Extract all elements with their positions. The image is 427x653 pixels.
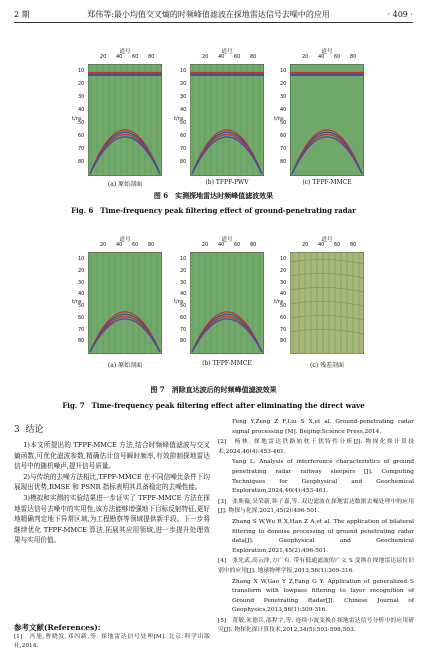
y-tick-label: 40: [78, 291, 85, 298]
y-tick-label: 70: [180, 146, 187, 152]
y-tick-label: 70: [280, 326, 287, 333]
y-tick-label: 70: [280, 146, 287, 152]
radargram-panel: [190, 64, 264, 176]
x-tick-label: 60: [132, 242, 139, 248]
y-tick-label: 30: [280, 94, 287, 100]
reference-item: [1] 冯旭,曹晓发,邓四新,等. 探地雷达信号处理[M]. 北京:科学出版社,2014.: [14, 634, 210, 649]
trace-axis-title: 道号: [321, 49, 333, 55]
x-tick-label: 20: [100, 242, 107, 248]
running-header: [14, 6, 413, 23]
x-tick-label: 80: [250, 242, 257, 248]
reference-item: Feng Y,Zeng Z F,Liu S X,et al. Ground-penetrating radar signal processing [M]. Beijing:Science Press,2014.: [232, 419, 414, 435]
y-axis-label: t/ns: [72, 116, 82, 122]
x-tick-label: 60: [234, 54, 241, 60]
y-axis-label: t/ns: [72, 299, 82, 305]
x-tick-label: 80: [250, 54, 257, 60]
x-tick-label: 40: [318, 54, 325, 60]
section-title: 结论: [25, 425, 44, 435]
y-tick-label: 60: [280, 133, 287, 139]
x-tick-label: 60: [234, 242, 241, 248]
conclusion-text: [14, 440, 210, 546]
x-tick-label: 40: [318, 242, 325, 248]
running-title: 郑伟等:最小均值交叉熵的时频峰值滤波在探地雷达信号去噪中的应用: [87, 9, 330, 19]
y-tick-label: 70: [180, 326, 187, 333]
x-tick-label: 40: [218, 54, 225, 60]
trace-axis-title: 道号: [119, 49, 131, 55]
y-tick-label: 20: [280, 267, 287, 274]
fig7-caption-cn: 图 7 消除直达波后的时频峰值滤波效果: [150, 385, 277, 394]
y-tick-label: 30: [78, 279, 85, 286]
radargram-panel: [88, 252, 162, 354]
reference-item: Zhang X W,Gao Y Z,Fang G Y. Application of generalized S transform with lowpass filtering to layer recognition of Ground Penetrating Radar[J]. Chinese Journal of Geophysics,2013,56(1):309-316.: [232, 578, 414, 614]
y-tick-label: 80: [280, 159, 287, 165]
x-tick-label: 20: [302, 242, 309, 248]
y-tick-label: 20: [180, 267, 187, 274]
reference-item: Yang L. Analysis of interference characteristics of ground penetrating radar railway sleepers [J]. Computing Techniques for Geophysical and Geochemical Exploration,2024,46(4):453-461.: [232, 459, 414, 495]
subfigure-caption: (a) 原始剖面: [107, 362, 143, 369]
section-number: 3: [14, 425, 20, 435]
conclusion-p2: 2)与传统的去噪方法相比,TFPF-MMCE 在不同信噪比条件下均展现出优势,RMSE 和 PSNR 指标表明其具备稳定的去噪性能。: [14, 472, 210, 492]
x-tick-label: 60: [132, 54, 139, 60]
trace-axis-title: 道号: [119, 237, 131, 243]
x-tick-label: 40: [218, 242, 225, 248]
fig7-caption-en: Fig. 7 Time-frequency peak filtering effect after eliminating the direct wave: [62, 401, 365, 410]
y-tick-label: 40: [280, 291, 287, 298]
page-number: · 409 ·: [387, 9, 413, 19]
issue-number: 2 期: [14, 9, 30, 19]
references-heading: 参考文献(References):: [14, 623, 101, 632]
radargram-panel: [290, 64, 364, 176]
y-tick-label: 10: [180, 256, 187, 262]
x-tick-label: 40: [116, 242, 123, 248]
x-tick-label: 80: [148, 242, 155, 248]
y-tick-label: 30: [280, 279, 287, 286]
y-tick-label: 60: [180, 133, 187, 139]
reference-item: [5] 黄敏,朱德兵,邵程宇,等. 连续小波变换在探地雷达信号分析中的应用研究[J]. 物探化探计算技术,2012,34(5):593-598,503.: [218, 617, 414, 634]
y-tick-label: 50: [78, 303, 85, 309]
subfigure-caption: (c) TFPF-MMCE: [302, 179, 352, 186]
y-tick-label: 20: [78, 267, 85, 274]
reference-item: [4] 张先武,高云泽,方广有. 带有低通滤波的广义 S 变换在探地雷达层位识别中的应用[J]. 地球物理学报,2013,56(1):309-316.: [218, 558, 414, 574]
y-tick-label: 10: [180, 68, 187, 74]
y-tick-label: 10: [78, 256, 85, 262]
x-tick-label: 80: [350, 242, 357, 248]
y-tick-label: 30: [180, 94, 187, 100]
y-tick-label: 80: [180, 159, 187, 165]
trace-axis-title: 道号: [221, 237, 233, 243]
trace-axis-title: 道号: [321, 237, 333, 243]
fig6-caption-cn: 图 6 实测探地雷达时频峰值滤波效果: [153, 191, 274, 200]
y-tick-label: 80: [180, 338, 187, 345]
y-tick-label: 60: [78, 314, 85, 321]
y-tick-label: 50: [280, 303, 287, 309]
x-tick-label: 60: [334, 54, 341, 60]
y-tick-label: 40: [180, 291, 187, 298]
section-heading: [14, 422, 43, 435]
reference-item: [2] 杨林. 探地雷达铁路轨枕干扰特性分析[J]. 物探化探计算技术,2024,46(4):453-461.: [218, 439, 414, 455]
y-axis-label: t/ns: [274, 299, 284, 305]
x-tick-label: 60: [334, 242, 341, 248]
y-tick-label: 80: [280, 338, 287, 345]
y-tick-label: 20: [280, 81, 287, 87]
y-tick-label: 80: [78, 338, 85, 345]
subfigure-caption: (b) TFPF-MMCE: [202, 360, 252, 367]
conclusion-p1: 1)本文所提出的 TFPF-MMCE 方法,结合时频峰值滤波与交叉熵函数,可优化滤波参数,精确估计信号瞬时频率,有效抑制探地雷达信号中的随机噪声,提升信号质量。: [14, 441, 210, 471]
y-tick-label: 20: [180, 81, 187, 87]
y-tick-label: 30: [78, 94, 85, 100]
y-tick-label: 60: [180, 314, 187, 321]
y-axis-label: t/ns: [174, 116, 184, 122]
trace-axis-title: 道号: [221, 49, 233, 55]
y-tick-label: 50: [180, 303, 187, 309]
x-tick-label: 80: [148, 54, 155, 60]
y-tick-label: 10: [280, 256, 287, 262]
subfigure-caption: (b) TFPF-PWV: [205, 179, 249, 186]
y-tick-label: 80: [78, 159, 85, 165]
subfigure-caption: (c) 残差剖面: [310, 362, 344, 369]
figure-7: [0, 224, 427, 374]
y-tick-label: 60: [78, 133, 85, 139]
x-tick-label: 20: [302, 54, 309, 60]
y-tick-label: 70: [78, 146, 85, 152]
reference-item: [3] 张斯薇,吴荣新,韩子嘉,等. 双边滤波在探地雷达数据去噪处理中的应用[J]. 物探与化探,2021,45(2):496-501.: [218, 498, 414, 515]
radargram-panel: [88, 64, 162, 176]
reference-item: Zhang S W,Wu R X,Han Z A,et al. The application of bilateral filtering to denoise processing of ground penetrating radar data[J]. Geophysical and Geochemical Exploration,2021,45(2):496-501.: [232, 518, 414, 554]
y-tick-label: 20: [78, 81, 85, 87]
x-tick-label: 40: [116, 54, 123, 60]
subfigure-caption: (a) 原始剖面: [107, 181, 143, 188]
x-tick-label: 20: [202, 54, 209, 60]
y-tick-label: 10: [78, 68, 85, 74]
radargram-panel: [290, 252, 364, 354]
y-axis-label: t/ns: [174, 299, 184, 305]
y-tick-label: 40: [280, 107, 287, 113]
y-tick-label: 40: [78, 107, 85, 113]
x-tick-label: 80: [350, 54, 357, 60]
fig6-caption-en: Fig. 6 Time-frequency peak filtering effect of ground-penetrating radar: [71, 206, 356, 215]
y-axis-label: t/ns: [274, 116, 284, 122]
y-tick-label: 50: [280, 120, 287, 126]
conclusion-p3: 3)模拟和实测的实验结果进一步证实了 TFPF-MMCE 方法在探地雷达信号去噪中的实用性,该方法能够增强地下目标反射特征,更好地精确判定地下异常区域,为工程勘察等领域提供新手段。下一步将继续优化 TFPF-MMCE 算法,拓展其应用领域,进一步提升处理效果与实用价值。: [14, 493, 210, 545]
y-tick-label: 30: [180, 279, 187, 286]
x-tick-label: 20: [100, 54, 107, 60]
y-tick-label: 60: [280, 314, 287, 321]
radargram-panel: [190, 252, 264, 354]
y-tick-label: 10: [280, 68, 287, 74]
y-tick-label: 40: [180, 107, 187, 113]
references-left: [14, 633, 210, 652]
y-tick-label: 70: [78, 326, 85, 333]
y-tick-label: 50: [180, 120, 187, 126]
references-right: [218, 418, 414, 637]
y-tick-label: 50: [78, 120, 85, 126]
x-tick-label: 20: [202, 242, 209, 248]
